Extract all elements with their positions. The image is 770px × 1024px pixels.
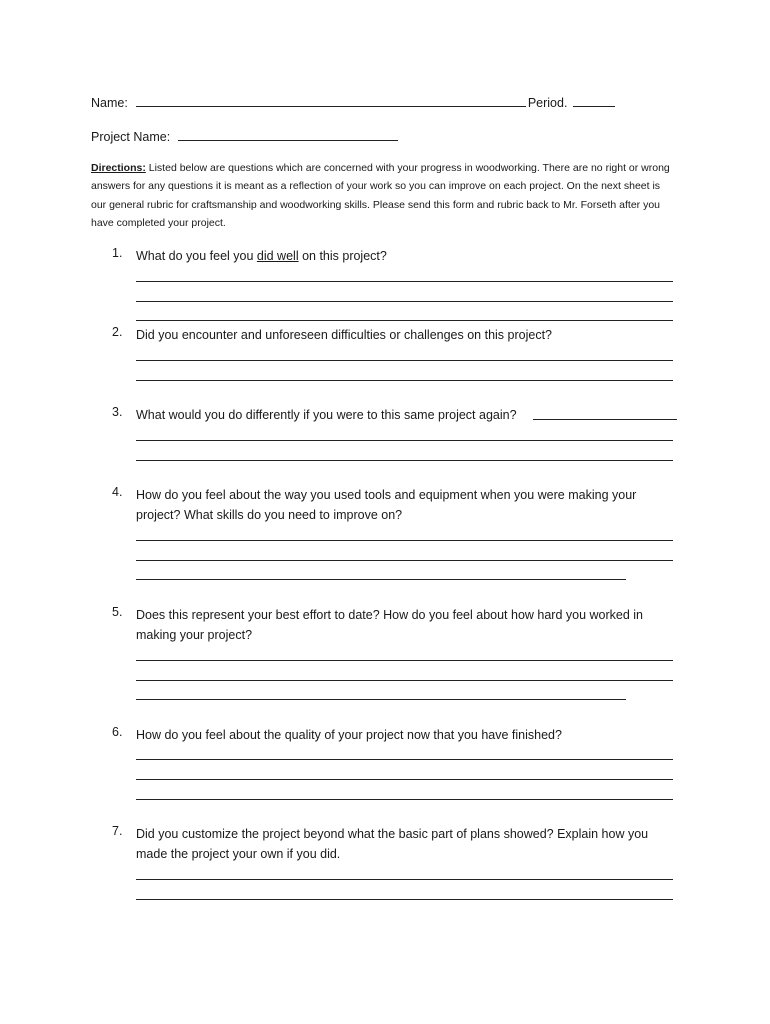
name-label: Name: [91,96,128,110]
answer-line[interactable] [136,281,673,282]
question-number: 6. [112,725,123,739]
answer-line[interactable] [136,560,673,561]
answer-line[interactable] [136,360,673,361]
question-text-part: on this project? [298,249,387,263]
project-name-field[interactable] [178,128,398,141]
answer-line[interactable] [533,419,677,420]
answer-line[interactable] [136,540,673,541]
question-text: Did you encounter and unforeseen difficulties or challenges on this project? [136,328,553,342]
question-number: 3. [112,405,123,419]
question-text-part: What do you feel you [136,249,257,263]
directions-text: Listed below are questions which are concerned with your progress in woodworking. There are no right or wrong answers for any questions it is meant as a reflection of your work so you can improve on each project. On the next sheet is our general rubric for craftsmanship and woodworking skills. Please send this form and rubric back to Mr. Forseth after you have completed your project. [91,162,670,230]
answer-line[interactable] [136,460,673,461]
question-number: 4. [112,485,123,499]
question-text [136,246,674,266]
question-text: How do you feel about the quality of your project now that you have finished? [136,728,562,742]
question-text: How do you feel about the way you used tools and equipment when you were making your project? What skills do you need to improve on? [136,488,637,522]
answer-line[interactable] [136,699,626,700]
question-emphasis: did well [256,249,299,263]
answer-line[interactable] [136,779,673,780]
answer-line[interactable] [136,759,673,760]
question-number: 7. [112,824,123,838]
question-number: 1. [112,246,123,260]
question-number: 2. [112,325,123,339]
project-name-row [91,128,400,144]
answer-line[interactable] [136,799,673,800]
answer-line[interactable] [136,680,673,681]
answer-line[interactable] [136,660,673,661]
answer-line[interactable] [136,380,673,381]
answer-line[interactable] [136,440,673,441]
name-row [91,94,617,110]
answer-line[interactable] [136,899,673,900]
period-field[interactable] [573,94,615,107]
directions-paragraph [91,159,671,233]
answer-line[interactable] [136,579,626,580]
name-field[interactable] [136,94,526,107]
answer-line[interactable] [136,320,673,321]
question-text: What would you do differently if you were to this same project again? [136,408,517,422]
answer-line[interactable] [136,301,673,302]
question-text: Did you customize the project beyond what the basic part of plans showed? Explain how you made the project your own if you did. [136,827,649,861]
project-name-label: Project Name: [91,130,171,144]
period-label: Period. [527,96,568,110]
directions-label: Directions: [91,162,146,174]
question-number: 5. [112,605,123,619]
answer-line[interactable] [136,879,673,880]
question-text: Does this represent your best effort to date? How do you feel about how hard you worked in making your project? [136,608,644,642]
